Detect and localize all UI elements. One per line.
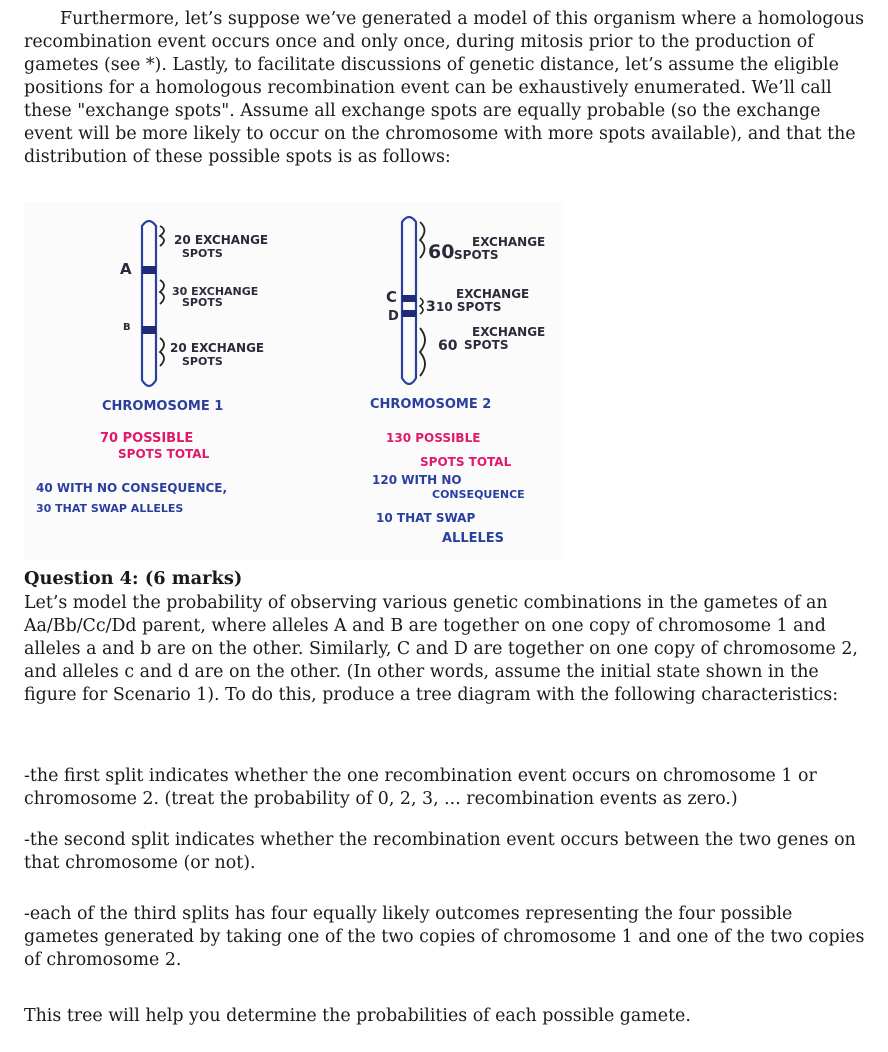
question-body: Let’s model the probability of observing various genetic combinations in the gametes of an Aa/Bb/Cc/Dd parent, where alleles A and B are together on one copy of chromosome 1 and alleles a and b are on the other. Similarly, C and D are together on one copy of chromosome 2, and alleles c and d are on the other. (In other words, assume the initial state shown in the figure for Scenario 1). To do this, produce a tree diagram with the following characteristics: (24, 593, 858, 705)
gene-b-band (142, 326, 156, 334)
label-b: B (123, 322, 131, 333)
chr2-mid-spots-line2: 10 SPOTS (436, 300, 502, 314)
chr1-top-spots-line2: SPOTS (182, 247, 223, 260)
chr2-mid-spots-line1: EXCHANGE (456, 287, 530, 301)
chr2-top-spots-line1: EXCHANGE (472, 235, 546, 249)
chr2-note-line4: ALLELES (442, 531, 505, 546)
label-c: C (386, 288, 398, 306)
chr2-note-line3: 10 THAT SWAP (376, 511, 476, 525)
question-title: Question 4: (6 marks) (24, 568, 243, 589)
chr1-bot-spots-line1: 20 EXCHANGE (170, 341, 265, 355)
label-d: D (388, 309, 399, 324)
chr1-bot-spots-line2: SPOTS (182, 355, 223, 368)
chr2-top-num: 60 (428, 241, 455, 263)
chr1-note-line2: 30 THAT SWAP ALLELES (36, 502, 184, 515)
chr2-bot-spots-line2: SPOTS (464, 338, 509, 352)
closing-sentence: This tree will help you determine the probabilities of each possible gamete. (24, 1006, 691, 1026)
intro-paragraph: Furthermore, let’s suppose we’ve generated a model of this organism where a homologous recombination event occurs once and only once, during mitosis prior to the production of gametes (see *). Lastly, to facilitate discussions of genetic distance, let’s assume the eligible positions for a homologous recombination event can be exhaustively enumerated. We’ll call these "exchange spots". Assume all exchange spots are equally probable (so the exchange event will be more likely to occur on the chromosome with more spots available), and that the distribution of these possible spots is as follows: (24, 9, 865, 167)
gene-a-band (142, 266, 156, 274)
chr2-note-line1: 120 WITH NO (372, 473, 462, 487)
chr2-bot-spots-line1: EXCHANGE (472, 325, 546, 339)
chr1-mid-spots-line2: SPOTS (182, 296, 223, 309)
chr2-note-line2: CONSEQUENCE (432, 488, 525, 501)
chr1-total-line1: 70 POSSIBLE (100, 431, 194, 446)
chr1-mid-spots-line1: 30 EXCHANGE (172, 285, 259, 298)
chr1-top-spots-line1: 20 EXCHANGE (174, 233, 269, 247)
bullet-third-split: -each of the third splits has four equally likely outcomes representing the four possible gametes generated by taking one of the two copies of chromosome 1 and one of the two copies of chromosome 2. (24, 904, 865, 970)
chr2-total-line1: 130 POSSIBLE (386, 431, 481, 445)
chromosome-2-name: CHROMOSOME 2 (370, 397, 492, 412)
label-a: A (120, 260, 132, 278)
chr2-mid-num: 3 (426, 299, 436, 315)
chr2-bot-num: 60 (438, 338, 458, 354)
chr2-total-line2: SPOTS TOTAL (420, 455, 512, 469)
chr1-total-line2: SPOTS TOTAL (118, 447, 210, 461)
chr1-note-line1: 40 WITH NO CONSEQUENCE, (36, 481, 228, 495)
chr2-top-spots-line2: SPOTS (454, 248, 499, 262)
bullet-second-split: -the second split indicates whether the recombination event occurs between the two genes on that chromosome (or not). (24, 830, 856, 873)
gene-c-band (402, 295, 416, 302)
chromosome-1-name: CHROMOSOME 1 (102, 399, 224, 414)
bullet-first-split: -the first split indicates whether the one recombination event occurs on chromosome 1 or chromosome 2. (treat the probability of 0, 2, 3, ... recombination events as zero.) (24, 766, 817, 809)
chromosome-figure (24, 202, 564, 560)
gene-d-band (402, 310, 416, 317)
